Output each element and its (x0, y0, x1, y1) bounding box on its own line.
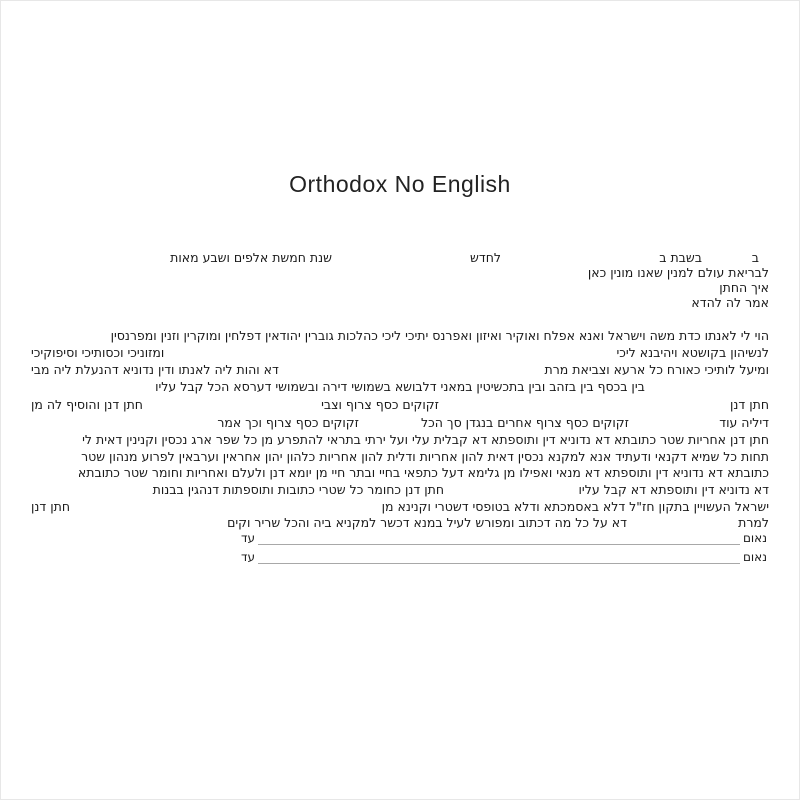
date-day-prefix: ב (751, 250, 759, 265)
hebrew-line-7 (31, 362, 769, 377)
text-chunk: חתן דנן כחומר כל שטרי כתובות ותוספתות דנהגין בבנות (152, 482, 444, 497)
text-chunk: ומזוניכי וכסותיכי וסיפוקיכי (31, 345, 165, 360)
text-chunk: זקוקים כסף צרוף וצבי (321, 397, 439, 412)
hebrew-line-8 (31, 379, 769, 394)
hebrew-line-10 (31, 415, 769, 430)
text-chunk: לנשיהון בקושטא ויהיבנא ליכי (616, 345, 769, 360)
hebrew-line-11 (31, 432, 769, 447)
text-chunk: דא נדוניא דין ותוספתא דא קבל עליו (578, 482, 769, 497)
text-chunk: ישראל העשויין בתקון חז"ל דלא באסמכתא ודלא בטופסי דשטרי וקנינא מן (381, 499, 769, 514)
text-chunk: בין בכסף בין בזהב ובין בתכשיטין במאני דלבושא בשמושי דירה ובשמושי דערסא הכל קבל עליו (155, 379, 645, 394)
text-chunk: חתן דנן (31, 499, 70, 514)
text-chunk: דא והות ליה לאנתו ודין נדוניא דהנעלת ליה מבי (31, 362, 279, 377)
hebrew-line-12 (31, 449, 769, 464)
text-chunk: איך החתן (719, 280, 769, 295)
text-chunk: חתן דנן אחריות שטר כתובתא דא נדוניא דין ותוספתא דא קבלית עלי ועל ירתי בתראי להתפרע מן כל שפר ארג נכסין וקנינין דאית לי (82, 432, 769, 447)
text-chunk: חתן דנן (730, 397, 769, 412)
witness-label: עד (241, 531, 256, 545)
date-month-text: לחדש (470, 250, 501, 265)
hebrew-line-9 (31, 397, 769, 412)
date-year-text: שנת חמשת אלפים ושבע מאות (170, 250, 332, 265)
hebrew-line-4 (31, 295, 769, 310)
text-chunk: ומיעל לותיכי כאורח כל ארעא וצביאת מרת (544, 362, 769, 377)
hebrew-line-2 (31, 265, 769, 280)
signature-blank-line (258, 552, 740, 564)
text-chunk: למרת (738, 515, 769, 530)
text-chunk: זקוקים כסף צרוף וכך אמר (217, 415, 359, 430)
text-chunk: כתובתא דא נדוניא דין ותוספתא דא מנאי ואפילו מן גלימא דעל כתפאי בחיי ובתר חיי מן יומא דנן ולעלם ואחריות וחומר שטר כתובתא (77, 465, 769, 480)
hebrew-line-5 (31, 328, 769, 343)
text-chunk: זקוקים כסף צרוף אחרים בנגדן סך הכל (421, 415, 629, 430)
signature-blank-line (258, 533, 740, 545)
document-title: Orthodox No English (289, 171, 511, 197)
text-chunk: דיליה עוד (719, 415, 769, 430)
witness-signature-row-1 (241, 531, 767, 545)
hebrew-line-13 (31, 465, 769, 480)
text-chunk: לבריאת עולם למנין שאנו מונין כאן (587, 265, 769, 280)
date-week-text: בשבת ב (659, 250, 702, 265)
text-chunk: הוי לי לאנתו כדת משה וישראל ואנא אפלח ואוקיר ואיזון ואפרנס יתיכי ליכי כהלכות גוברין יהודאין דפלחין ומוקרין וזנין ומפרנסין (110, 328, 769, 343)
text-chunk: תחות כל שמיא דקנאי ודעתיד אנא למקנא נכסין דאית להון אחריות ודלית להון אחריות כלהון יהון אחראין וערבאין לפרוע מנהון שטר (81, 449, 769, 464)
declaration-label: נאום (742, 531, 767, 545)
witness-signature-row-2 (241, 550, 767, 564)
hebrew-line-15 (31, 499, 769, 514)
text-chunk: דא על כל מה דכתוב ומפורש לעיל במנא דכשר למקניא ביה והכל שריר וקים (227, 515, 627, 530)
hebrew-line-date (31, 250, 769, 265)
hebrew-line-14 (31, 482, 769, 497)
hebrew-line-3 (31, 280, 769, 295)
hebrew-line-6 (31, 345, 769, 360)
hebrew-line-16 (31, 515, 769, 530)
text-chunk: חתן דנן והוסיף לה מן (31, 397, 143, 412)
declaration-label: נאום (742, 550, 767, 564)
text-chunk: אמר לה להדא (691, 295, 769, 310)
witness-label: עד (241, 550, 256, 564)
